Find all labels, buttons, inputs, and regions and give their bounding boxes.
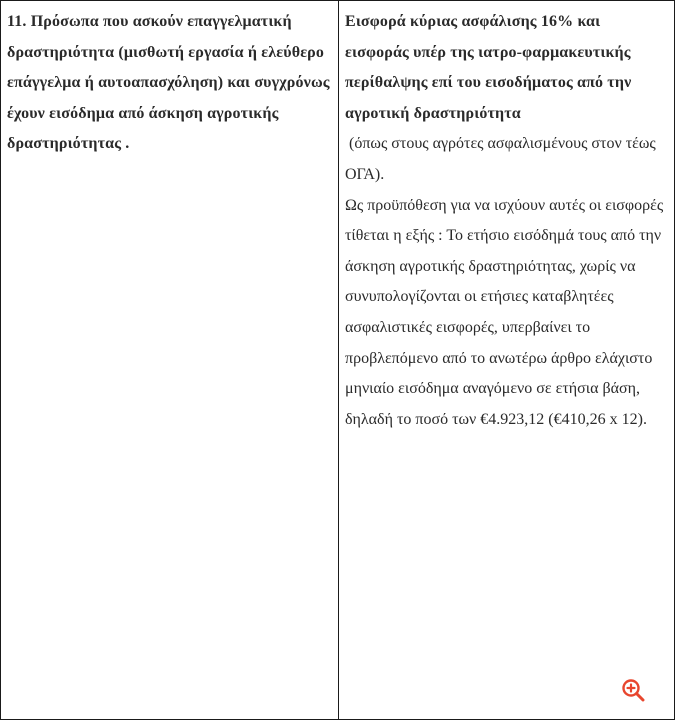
right-cell [339, 1, 675, 720]
left-cell-heading: 11. Πρόσωπα που ασκούν επαγγελματική δραστηριότητα (μισθωτή εργασία ή ελεύθερο επάγγελμα ή αυτοαπασχόληση) και συγχρόνως έχουν εισόδημα από άσκηση αγροτικής δραστηριότητας . [7, 13, 330, 153]
right-cell-note [345, 129, 668, 435]
paragraph-text: Ως προϋπόθεση για να ισχύουν αυτές οι εισφορές τίθεται η εξής : Το ετήσιο εισόδημά τους από την άσκηση αγροτικής δραστηριότητας, χωρίς να συνυπολογίζονται οι ετήσιες καταβλητέες ασφαλιστικές εισφορές, υπερβαίνει το προβλεπόμενο από το ανωτέρω άρθρο ελάχιστο μηνιαίο εισόδημα αναγόμενο σε ετήσια βάση, δηλαδή το ποσό των €4.923,12 (€410,26 x 12). [345, 196, 664, 428]
note-text: (όπως στους αγρότες ασφαλισμένους στον τέως ΟΓΑ). [345, 135, 660, 183]
right-cell-heading: Εισφορά κύριας ασφάλισης 16% και εισφοράς υπέρ της ιατρο-φαρμακευτικής περίθαλψης επί του εισοδήματος από την αγροτική δραστηριότητα [345, 13, 632, 122]
zoom-in-button[interactable] [620, 677, 646, 703]
zoom-in-icon [620, 677, 646, 703]
left-cell [1, 1, 339, 720]
table-row [1, 1, 675, 720]
